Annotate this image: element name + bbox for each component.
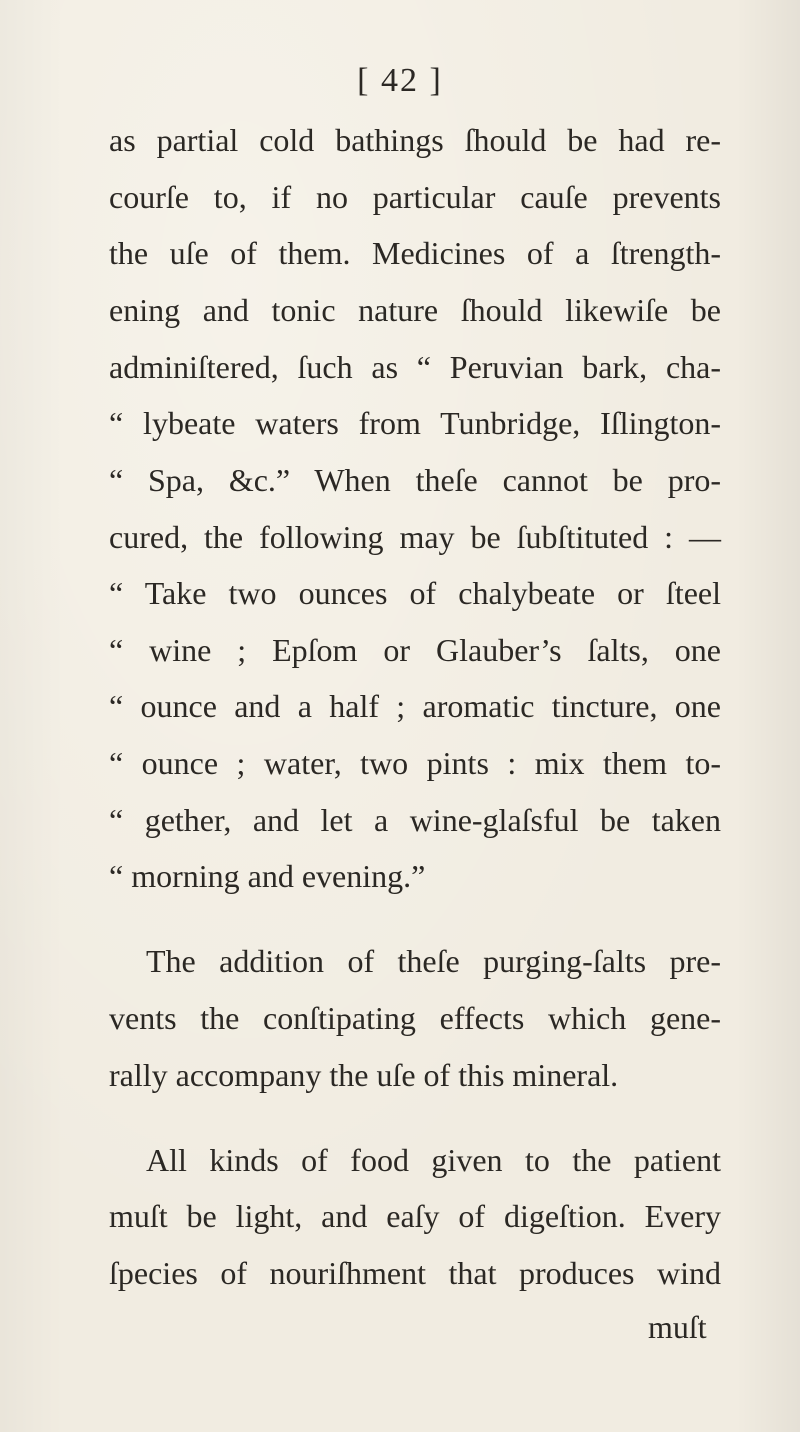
text-line: the uſe of them. Medicines of a ſtrength- <box>109 235 721 272</box>
text-line: ening and tonic nature ſhould likewiſe be <box>109 292 721 328</box>
text-line: All kinds of food given to the patient <box>146 1141 721 1178</box>
text-line: muſt be light, and eaſy of digeſtion. Every <box>109 1198 721 1235</box>
catchword: muſt <box>648 1308 707 1345</box>
text-line: “ lybeate waters from Tunbridge, Iſlington- <box>109 405 721 442</box>
text-line: rally accompany the uſe of this mineral. <box>109 1056 619 1093</box>
text-line: “ Spa, &c.” When theſe cannot be pro- <box>109 461 721 498</box>
text-line: “ Take two ounces of chalybeate or ſteel <box>109 575 721 612</box>
text-line: “ ounce and a half ; aromatic tincture, one <box>109 688 721 725</box>
text-line: adminiſtered, ſuch as “ Peruvian bark, cha- <box>109 348 721 385</box>
text-line: ſpecies of nouriſhment that produces wind <box>109 1254 721 1291</box>
text-line: “ wine ; Epſom or Glauber’s ſalts, one <box>109 631 721 668</box>
text-line: The addition of theſe purging-ſalts pre- <box>146 943 721 980</box>
text-line: vents the conſtipating effects which gene- <box>109 1000 721 1036</box>
text-line: courſe to, if no particular cauſe prevents <box>109 178 721 215</box>
page-number: [ 42 ] <box>357 62 443 99</box>
text-line: as partial cold bathings ſhould be had re- <box>109 122 721 159</box>
text-line: “ morning and evening.” <box>109 858 426 895</box>
text-line: cured, the following may be ſubſtituted : — <box>109 518 721 555</box>
text-line: “ gether, and let a wine-glaſsful be taken <box>109 801 721 838</box>
text-line: “ ounce ; water, two pints : mix them to- <box>109 745 721 782</box>
